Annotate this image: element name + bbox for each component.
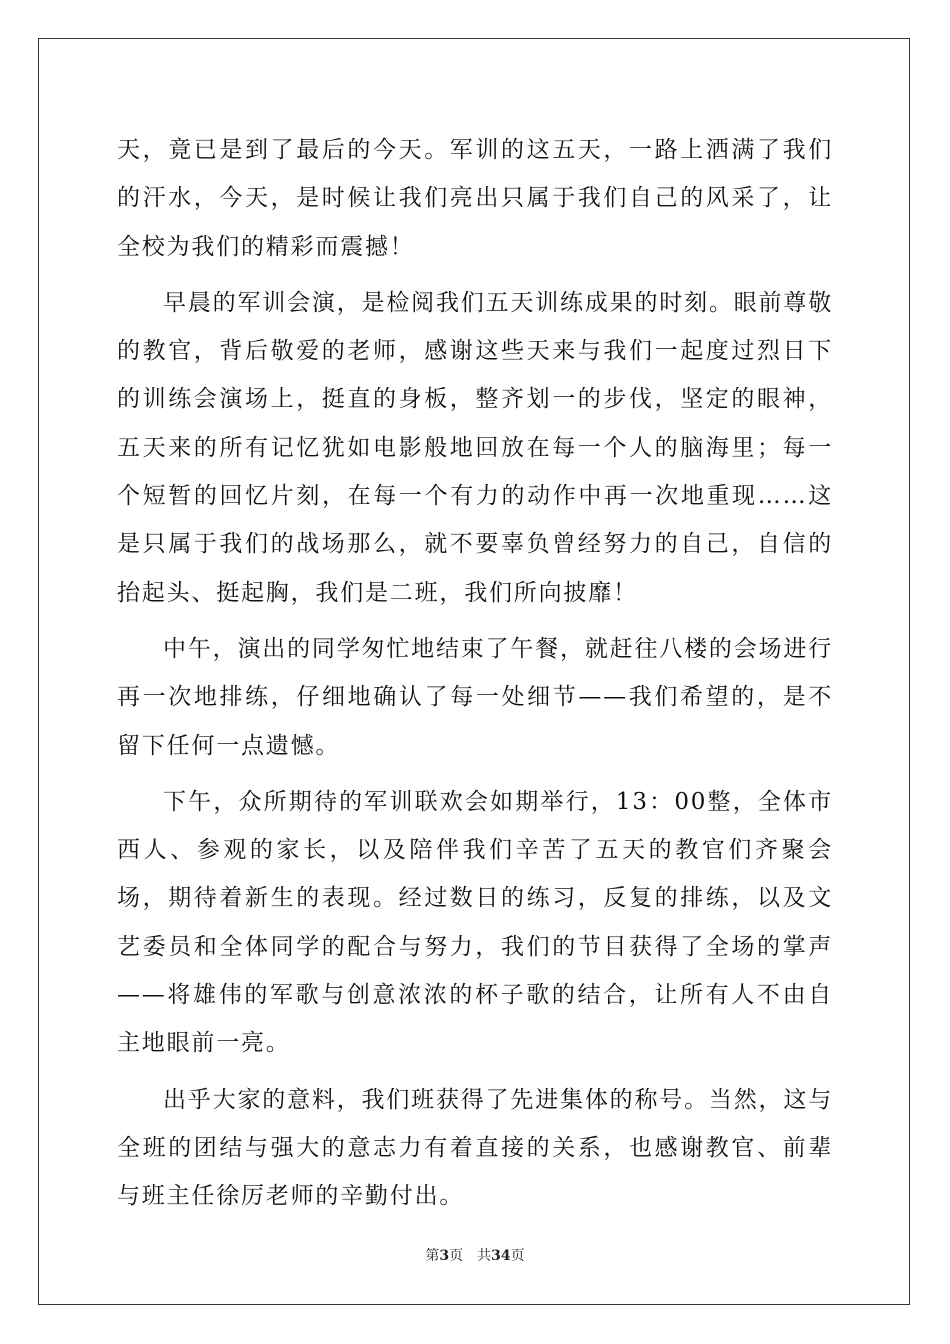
total-pages: 34 — [491, 1248, 511, 1264]
page-label-suffix: 页 — [449, 1248, 464, 1264]
paragraph-2: 早晨的军训会演，是检阅我们五天训练成果的时刻。眼前尊敬的教官，背后敬爱的老师，感谢这些天来与我们一起度过烈日下的训练会演场上，挺直的身板，整齐划一的步伐，坚定的眼神，五天来的所有记忆犹如电影般地回放在每一个人的脑海里；每一个短暂的回忆片刻，在每一个有力的动作中再一次地重现……这是只属于我们的战场那么，就不要辜负曾经努力的自己，自信的抬起头、挺起胸，我们是二班，我们所向披靡！ — [117, 289, 833, 606]
paragraph-4: 下午，众所期待的军训联欢会如期举行，13：00整，全体市西人、参观的家长，以及陪伴我们辛苦了五天的教官们齐聚会场，期待着新生的表现。经过数日的练习，反复的排练，以及文艺委员和全体同学的配合与努力，我们的节目获得了全场的掌声——将雄伟的军歌与创意浓浓的杯子歌的结合，让所有人不由自主地眼前一亮。 — [117, 788, 833, 1057]
paragraph-spacer — [117, 271, 833, 279]
total-label-prefix: 共 — [477, 1248, 492, 1264]
document-body — [117, 126, 833, 1221]
paragraph-spacer — [117, 770, 833, 778]
paragraph-1: 天，竟已是到了最后的今天。军训的这五天，一路上洒满了我们的汗水，今天，是时候让我们亮出只属于我们自己的风采了，让全校为我们的精彩而震撼！ — [117, 137, 833, 260]
paragraph-5: 出乎大家的意料，我们班获得了先进集体的称号。当然，这与全班的团结与强大的意志力有着直接的关系，也感谢教官、前辈与班主任徐厉老师的辛勤付出。 — [117, 1086, 833, 1210]
paragraph-3: 中午，演出的同学匆忙地结束了午餐，就赶往八楼的会场进行再一次地排练，仔细地确认了每一处细节——我们希望的，是不留下任何一点遗憾。 — [117, 635, 833, 759]
paragraph-spacer — [117, 1068, 833, 1076]
page-footer — [0, 1245, 950, 1265]
page-number: 3 — [439, 1248, 450, 1264]
paragraph-spacer — [117, 617, 833, 625]
page-label-prefix: 第 — [425, 1248, 440, 1264]
total-label-suffix: 页 — [510, 1248, 525, 1264]
